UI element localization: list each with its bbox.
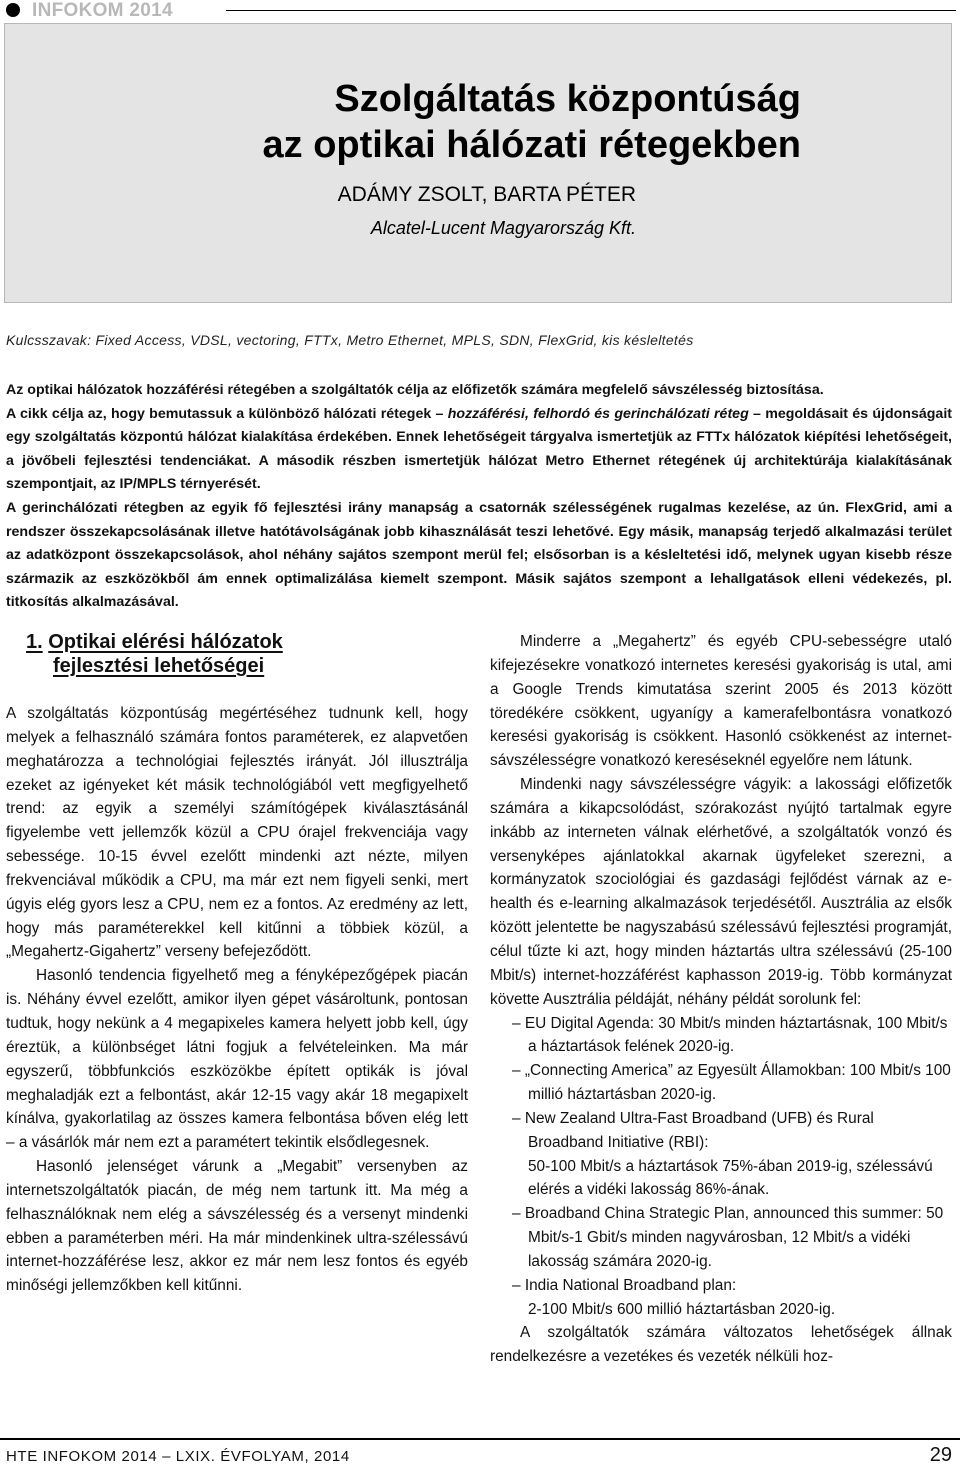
left-column — [6, 630, 468, 1298]
title-block — [4, 23, 952, 303]
title-line-1: Szolgáltatás központúság — [334, 78, 801, 120]
abstract-paragraph: Az optikai hálózatok hozzáférési rétegében a szolgáltatók célja az előfizetők számára megfelelő sávszélesség biztosítása. — [6, 382, 824, 398]
section-title-line-1: Optikai elérési hálózatok — [48, 631, 283, 653]
article-title — [263, 76, 801, 168]
abstract-text-italic: hozzáférési, felhordó és gerinchálózati réteg – — [443, 405, 761, 422]
example-list — [490, 1012, 952, 1322]
title-line-2: az optikai hálózati rétegekben — [262, 124, 801, 166]
list-item-text: – EU Digital Agenda: 30 Mbit/s minden háztartásnak, 100 Mbit/s a háztartások felének 2020-ig. — [512, 1014, 948, 1056]
header-rule — [226, 10, 956, 11]
body-paragraph: Mindenki nagy sávszélességre vágyik: a lakossági előfizetők számára a kikapcsolódást, szórakozást nyújtó tartalmak egyre inkább az interneten válnak elérhetővé, a szolgáltatók vonzó és versenyképes ajánlatokkal akarnak ügyfeleket szerezni, a kormányzatok szociológiai és gazdasági fejlődést várnak az e-health és e-learning alkalmazások terjedésétől. Ausztrália az elsők között jelentette be nagyszabású szélessávú fejlesztési programját, célul tűzte ki azt, hogy minden háztartás ultra szélessávú (25-100 Mbit/s) internet-hozzáférést kaphasson 2019-ig. Több kormányzat követte Ausztrália példáját, néhány példát sorolunk fel: — [490, 776, 952, 1008]
list-item-text: – India National Broadband plan: — [512, 1276, 737, 1294]
list-item — [490, 1202, 952, 1274]
footer-rule — [0, 1438, 960, 1440]
page-footer — [0, 1438, 960, 1470]
right-column — [490, 630, 952, 1369]
journal-info: HTE INFOKOM 2014 – LXIX. ÉVFOLYAM, 2014 — [6, 1448, 350, 1465]
abstract-text: A cikk célja az, hogy bemutassuk a különböző hálózati rétegek – — [6, 405, 444, 422]
keywords: Kulcsszavak: Fixed Access, VDSL, vectoring, FTTx, Metro Ethernet, MPLS, SDN, FlexGrid, kis késleltetés — [6, 332, 694, 348]
list-item — [490, 1274, 952, 1322]
abstract — [6, 379, 952, 615]
affiliation: Alcatel-Lucent Magyarország Kft. — [370, 218, 636, 238]
page-number: 29 — [929, 1444, 952, 1466]
header-bar — [6, 0, 956, 22]
section-title-line-2: fejlesztési lehetőségei — [53, 655, 265, 677]
list-item-text: – Broadband China Strategic Plan, announced this summer: 50 Mbit/s-1 Gbit/s minden nagyvárosban, 12 Mbit/s a vidéki lakosság számára 2020-ig. — [512, 1205, 944, 1270]
bullet-dot-icon — [6, 3, 20, 17]
list-item-subtext: 50-100 Mbit/s a háztartások 75%-ában 2019-ig, szélessávú elérés a vidéki lakosság 86%-ának. — [528, 1157, 933, 1199]
body-paragraph: Minderre a „Megahertz” és egyéb CPU-sebességre utaló kifejezésekre vonatkozó internetes keresési gyakoriság is utal, ami a Google Trends kimutatása szerint 2005 és 2013 között töredékére csökkent, ugyanígy a kamerafelbontásra vonatkozó keresési gyakoriság is csökkent. Hasonló csökkenést az internet-sávszélességre vonatkozó kereséseknél egyelőre nem látunk. — [490, 633, 952, 770]
list-item-text: – New Zealand Ultra-Fast Broadband (UFB) és Rural Broadband Initiative (RBI): — [512, 1109, 874, 1151]
header-label: INFOKOM 2014 — [32, 0, 173, 21]
list-item-subtext: 2-100 Mbit/s 600 millió háztartásban 2020-ig. — [528, 1300, 836, 1318]
authors: ADÁMY ZSOLT, BARTA PÉTER — [337, 183, 636, 206]
list-item — [490, 1012, 952, 1060]
abstract-paragraph — [6, 403, 952, 497]
list-item-text: – „Connecting America” az Egyesült Államokban: 100 Mbit/s 100 millió háztartásban 2020-ig. — [512, 1062, 951, 1104]
body-paragraph: A szolgáltatás központúság megértéséhez tudnunk kell, hogy melyek a felhasználó számára fontos paraméterek, ez alapvetően meghatározza a technológiai fejlesztés irányát. Jól illusztrálja ezeket az igényeket két másik technológiából vett megfigyelhető trend: az egyik a személyi számítógépek kiválasztásánál figyelembe vett jellemzők közül a CPU órajel frekvenciája vagy sebessége. 10-15 évvel ezelőtt mindenki azt nézte, milyen frekvenciával működik a CPU, ma már ezt nem figyeli senki, mert úgyis elég gyors lesz a CPU, nem ez a fontos. Az eredmény az lett, hogy más paraméterekkel kell kitűnni a többiek közül, a „Megahertz-Gigahertz” verseny befejeződött. — [6, 705, 468, 961]
section-number: 1. — [26, 631, 43, 653]
body-paragraph: A szolgáltatók számára változatos lehetőségek állnak rendelkezésre a vezetékes és vezeték nélküli hoz- — [490, 1324, 952, 1366]
section-heading — [6, 630, 468, 678]
list-item — [490, 1107, 952, 1202]
abstract-paragraph: A gerinchálózati rétegben az egyik fő fejlesztési irány manapság a csatornák szélességének rugalmas kezelése, az ún. FlexGrid, ami a rendszer összekapcsolásának illetve hatótávolságának jobb kihasználását teszi lehetővé. Egy másik, manapság terjedő alkalmazási terület az adatközpont összekapcsolások, ahol néhány sajátos szempont merül fel; elsősorban is a késleltetési idő, melynek ugyan kisebb része származik az eszközökből ám ennek optimalizálása kiemelt szempont. Másik sajátos szempont a lehallgatások elleni védekezés, pl. titkosítás alkalmazásával. — [6, 499, 952, 611]
abstract-text: megoldásait és újdonságait egy szolgáltatás központú hálózat kialakítása érdekében. Ennek lehetőségeit tárgyalva ismertetjük az FTTx hálózatok kiépítési lehetőségeit, a jövőbeli fejlesztési tendenciákat. A második részben ismertetjük hálózat Metro Ethernet rétegének új architektúrája kialakításának szempontjait, az IP/MPLS térnyerését. — [6, 405, 952, 493]
list-item — [490, 1059, 952, 1107]
body-paragraph: Hasonló jelenséget várunk a „Megabit” versenyben az internetszolgáltatók piacán, de még nem tartunk itt. Ma még a felhasználóknak nem elég a sávszélesség és a versenyt mindenki ebben a paraméterben méri. Ha már mindenkinek ultra-szélessávú internet-hozzáférése lesz, akkor ez már nem lesz fontos és egyéb minőségi jellemzőkben kell kitűnni. — [6, 1158, 468, 1295]
body-paragraph: Hasonló tendencia figyelhető meg a fényképezőgépek piacán is. Néhány évvel ezelőtt, amikor ilyen gépet vásároltunk, pontosan tudtuk, hogy nekünk a 4 megapixeles kamera helyett jobb kell, úgy éreztük, a különbséget látni fogjuk a felvételeinken. Ma már egyszerű, többfunkciós eszközökbe épített optikák is jóval meghaladják ezt a felbontást, akár 12-15 vagy akár 18 megapixelt kínálva, gyakorlatilag az összes kamera felbontása bőven elég lett – a vásárlók már nem ezt a paramétert tekintik elsődlegesnek. — [6, 967, 468, 1152]
